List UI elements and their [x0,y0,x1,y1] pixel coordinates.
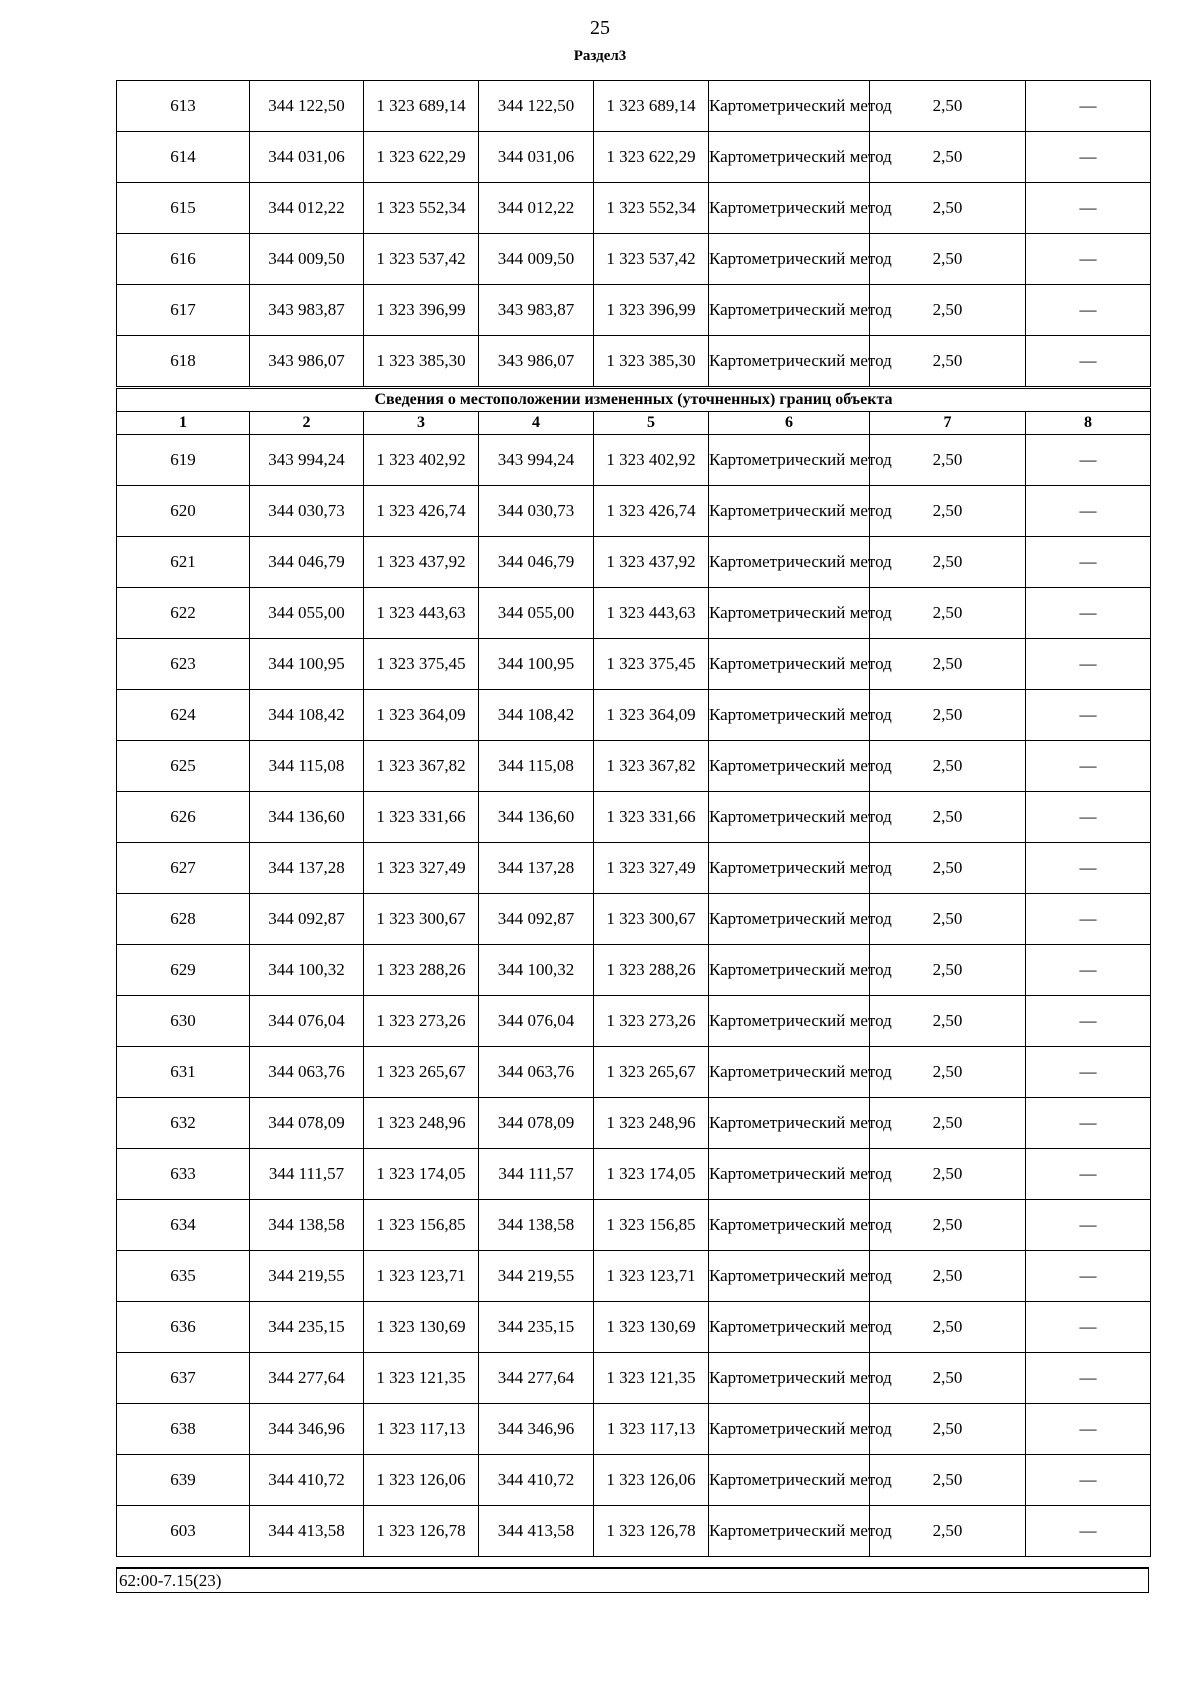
method-cell: Картометрический метод [709,945,870,996]
y-coordinate-cell: 1 323 689,14 [594,81,709,132]
x-coordinate-cell: 344 410,72 [250,1455,364,1506]
table-row [117,537,1151,588]
method-cell: Картометрический метод [709,1098,870,1149]
y-coordinate-cell: 1 323 156,85 [594,1200,709,1251]
y-coordinate-cell: 1 323 402,92 [364,435,479,486]
method-cell: Картометрический метод [709,336,870,388]
y-coordinate-cell: 1 323 375,45 [594,639,709,690]
point-number-cell: 629 [117,945,250,996]
method-cell: Картометрический метод [709,234,870,285]
point-number-cell: 613 [117,81,250,132]
y-coordinate-cell: 1 323 123,71 [594,1251,709,1302]
note-cell: — [1026,285,1151,336]
note-cell: — [1026,1506,1151,1557]
x-coordinate-cell: 344 219,55 [250,1251,364,1302]
point-number-cell: 636 [117,1302,250,1353]
x-coordinate-cell: 344 031,06 [250,132,364,183]
column-number: 1 [117,412,250,435]
y-coordinate-cell: 1 323 327,49 [364,843,479,894]
x-coordinate-cell: 344 136,60 [479,792,594,843]
note-cell: — [1026,588,1151,639]
method-cell: Картометрический метод [709,1302,870,1353]
x-coordinate-cell: 344 009,50 [479,234,594,285]
table-row [117,1302,1151,1353]
point-number-cell: 634 [117,1200,250,1251]
note-cell: — [1026,690,1151,741]
x-coordinate-cell: 344 100,95 [250,639,364,690]
x-coordinate-cell: 344 136,60 [250,792,364,843]
column-number: 2 [250,412,364,435]
x-coordinate-cell: 344 115,08 [479,741,594,792]
y-coordinate-cell: 1 323 552,34 [594,183,709,234]
y-coordinate-cell: 1 323 126,78 [364,1506,479,1557]
table-row [117,894,1151,945]
x-coordinate-cell: 344 235,15 [250,1302,364,1353]
x-coordinate-cell: 344 111,57 [250,1149,364,1200]
y-coordinate-cell: 1 323 367,82 [364,741,479,792]
table-row [117,741,1151,792]
table-row [117,234,1151,285]
y-coordinate-cell: 1 323 265,67 [594,1047,709,1098]
x-coordinate-cell: 344 137,28 [250,843,364,894]
precision-cell: 2,50 [870,336,1026,388]
y-coordinate-cell: 1 323 273,26 [364,996,479,1047]
y-coordinate-cell: 1 323 130,69 [594,1302,709,1353]
note-cell: — [1026,945,1151,996]
x-coordinate-cell: 344 076,04 [250,996,364,1047]
table-row [117,132,1151,183]
note-cell: — [1026,1251,1151,1302]
point-number-cell: 616 [117,234,250,285]
note-cell: — [1026,741,1151,792]
y-coordinate-cell: 1 323 248,96 [364,1098,479,1149]
y-coordinate-cell: 1 323 126,78 [594,1506,709,1557]
point-number-cell: 614 [117,132,250,183]
y-coordinate-cell: 1 323 552,34 [364,183,479,234]
precision-cell: 2,50 [870,945,1026,996]
y-coordinate-cell: 1 323 300,67 [364,894,479,945]
precision-cell: 2,50 [870,639,1026,690]
point-number-cell: 630 [117,996,250,1047]
x-coordinate-cell: 344 122,50 [250,81,364,132]
y-coordinate-cell: 1 323 426,74 [594,486,709,537]
y-coordinate-cell: 1 323 443,63 [594,588,709,639]
x-coordinate-cell: 344 138,58 [250,1200,364,1251]
y-coordinate-cell: 1 323 121,35 [594,1353,709,1404]
precision-cell: 2,50 [870,1098,1026,1149]
y-coordinate-cell: 1 323 537,42 [594,234,709,285]
table-body-top [117,81,1151,388]
x-coordinate-cell: 344 055,00 [479,588,594,639]
x-coordinate-cell: 344 030,73 [479,486,594,537]
point-number-cell: 624 [117,690,250,741]
y-coordinate-cell: 1 323 443,63 [364,588,479,639]
subheader-row [117,388,1151,412]
y-coordinate-cell: 1 323 130,69 [364,1302,479,1353]
note-cell: — [1026,792,1151,843]
coordinates-table [116,80,1151,1557]
precision-cell: 2,50 [870,588,1026,639]
y-coordinate-cell: 1 323 622,29 [364,132,479,183]
note-cell: — [1026,996,1151,1047]
precision-cell: 2,50 [870,537,1026,588]
table-row [117,690,1151,741]
note-cell: — [1026,1404,1151,1455]
method-cell: Картометрический метод [709,690,870,741]
precision-cell: 2,50 [870,894,1026,945]
table-row [117,1251,1151,1302]
y-coordinate-cell: 1 323 426,74 [364,486,479,537]
x-coordinate-cell: 343 994,24 [250,435,364,486]
x-coordinate-cell: 343 986,07 [250,336,364,388]
section-title: Раздел3 [573,48,627,64]
x-coordinate-cell: 344 046,79 [250,537,364,588]
y-coordinate-cell: 1 323 437,92 [594,537,709,588]
precision-cell: 2,50 [870,843,1026,894]
y-coordinate-cell: 1 323 126,06 [594,1455,709,1506]
note-cell: — [1026,1353,1151,1404]
y-coordinate-cell: 1 323 156,85 [364,1200,479,1251]
x-coordinate-cell: 343 986,07 [479,336,594,388]
method-cell: Картометрический метод [709,588,870,639]
table-row [117,1353,1151,1404]
y-coordinate-cell: 1 323 126,06 [364,1455,479,1506]
column-number-row [117,412,1151,435]
precision-cell: 2,50 [870,1404,1026,1455]
point-number-cell: 628 [117,894,250,945]
y-coordinate-cell: 1 323 300,67 [594,894,709,945]
point-number-cell: 639 [117,1455,250,1506]
x-coordinate-cell: 344 092,87 [479,894,594,945]
x-coordinate-cell: 344 100,95 [479,639,594,690]
method-cell: Картометрический метод [709,996,870,1047]
table-row [117,336,1151,388]
precision-cell: 2,50 [870,1200,1026,1251]
point-number-cell: 626 [117,792,250,843]
note-cell: — [1026,336,1151,388]
method-cell: Картометрический метод [709,285,870,336]
y-coordinate-cell: 1 323 117,13 [364,1404,479,1455]
table-row [117,435,1151,486]
note-cell: — [1026,843,1151,894]
x-coordinate-cell: 344 138,58 [479,1200,594,1251]
table-row [117,843,1151,894]
x-coordinate-cell: 344 413,58 [479,1506,594,1557]
table-row [117,1200,1151,1251]
table-row [117,792,1151,843]
table-section-header [117,388,1151,435]
method-cell: Картометрический метод [709,132,870,183]
x-coordinate-cell: 344 100,32 [250,945,364,996]
precision-cell: 2,50 [870,996,1026,1047]
x-coordinate-cell: 344 046,79 [479,537,594,588]
note-cell: — [1026,183,1151,234]
table-row [117,1404,1151,1455]
y-coordinate-cell: 1 323 331,66 [594,792,709,843]
x-coordinate-cell: 344 078,09 [250,1098,364,1149]
note-cell: — [1026,894,1151,945]
table-row [117,945,1151,996]
column-number: 4 [479,412,594,435]
x-coordinate-cell: 344 346,96 [250,1404,364,1455]
point-number-cell: 631 [117,1047,250,1098]
method-cell: Картометрический метод [709,1404,870,1455]
point-number-cell: 623 [117,639,250,690]
point-number-cell: 625 [117,741,250,792]
y-coordinate-cell: 1 323 331,66 [364,792,479,843]
y-coordinate-cell: 1 323 385,30 [364,336,479,388]
note-cell: — [1026,234,1151,285]
point-number-cell: 638 [117,1404,250,1455]
x-coordinate-cell: 344 078,09 [479,1098,594,1149]
x-coordinate-cell: 344 277,64 [479,1353,594,1404]
point-number-cell: 635 [117,1251,250,1302]
table-row [117,183,1151,234]
y-coordinate-cell: 1 323 288,26 [364,945,479,996]
y-coordinate-cell: 1 323 174,05 [364,1149,479,1200]
page-number: 25 [590,17,610,39]
x-coordinate-cell: 344 122,50 [479,81,594,132]
table-row [117,996,1151,1047]
table-row [117,1506,1151,1557]
column-number: 6 [709,412,870,435]
note-cell: — [1026,537,1151,588]
x-coordinate-cell: 343 983,87 [250,285,364,336]
method-cell: Картометрический метод [709,741,870,792]
x-coordinate-cell: 344 115,08 [250,741,364,792]
y-coordinate-cell: 1 323 248,96 [594,1098,709,1149]
point-number-cell: 637 [117,1353,250,1404]
method-cell: Картометрический метод [709,792,870,843]
x-coordinate-cell: 344 235,15 [479,1302,594,1353]
note-cell: — [1026,435,1151,486]
precision-cell: 2,50 [870,1455,1026,1506]
precision-cell: 2,50 [870,435,1026,486]
note-cell: — [1026,1302,1151,1353]
method-cell: Картометрический метод [709,1047,870,1098]
column-number: 8 [1026,412,1151,435]
x-coordinate-cell: 344 137,28 [479,843,594,894]
method-cell: Картометрический метод [709,435,870,486]
y-coordinate-cell: 1 323 117,13 [594,1404,709,1455]
table-row [117,1149,1151,1200]
x-coordinate-cell: 344 063,76 [479,1047,594,1098]
method-cell: Картометрический метод [709,486,870,537]
method-cell: Картометрический метод [709,1353,870,1404]
x-coordinate-cell: 344 277,64 [250,1353,364,1404]
table-row [117,285,1151,336]
table-row [117,1047,1151,1098]
precision-cell: 2,50 [870,1251,1026,1302]
x-coordinate-cell: 344 031,06 [479,132,594,183]
point-number-cell: 603 [117,1506,250,1557]
y-coordinate-cell: 1 323 402,92 [594,435,709,486]
x-coordinate-cell: 343 994,24 [479,435,594,486]
method-cell: Картометрический метод [709,1200,870,1251]
y-coordinate-cell: 1 323 385,30 [594,336,709,388]
method-cell: Картометрический метод [709,1251,870,1302]
x-coordinate-cell: 344 413,58 [250,1506,364,1557]
y-coordinate-cell: 1 323 265,67 [364,1047,479,1098]
precision-cell: 2,50 [870,234,1026,285]
x-coordinate-cell: 344 111,57 [479,1149,594,1200]
column-number: 5 [594,412,709,435]
method-cell: Картометрический метод [709,843,870,894]
point-number-cell: 633 [117,1149,250,1200]
y-coordinate-cell: 1 323 396,99 [594,285,709,336]
x-coordinate-cell: 344 092,87 [250,894,364,945]
point-number-cell: 617 [117,285,250,336]
method-cell: Картометрический метод [709,1506,870,1557]
note-cell: — [1026,1098,1151,1149]
x-coordinate-cell: 344 346,96 [479,1404,594,1455]
method-cell: Картометрический метод [709,81,870,132]
y-coordinate-cell: 1 323 123,71 [364,1251,479,1302]
y-coordinate-cell: 1 323 367,82 [594,741,709,792]
x-coordinate-cell: 344 410,72 [479,1455,594,1506]
note-cell: — [1026,132,1151,183]
point-number-cell: 620 [117,486,250,537]
y-coordinate-cell: 1 323 396,99 [364,285,479,336]
y-coordinate-cell: 1 323 121,35 [364,1353,479,1404]
precision-cell: 2,50 [870,183,1026,234]
method-cell: Картометрический метод [709,1149,870,1200]
note-cell: — [1026,1200,1151,1251]
y-coordinate-cell: 1 323 327,49 [594,843,709,894]
note-cell: — [1026,1149,1151,1200]
document-code: 62:00-7.15(23) [116,1567,1149,1593]
method-cell: Картометрический метод [709,894,870,945]
table-body-bottom [117,435,1151,1557]
x-coordinate-cell: 343 983,87 [479,285,594,336]
x-coordinate-cell: 344 100,32 [479,945,594,996]
y-coordinate-cell: 1 323 437,92 [364,537,479,588]
x-coordinate-cell: 344 219,55 [479,1251,594,1302]
point-number-cell: 627 [117,843,250,894]
y-coordinate-cell: 1 323 288,26 [594,945,709,996]
x-coordinate-cell: 344 012,22 [250,183,364,234]
y-coordinate-cell: 1 323 537,42 [364,234,479,285]
note-cell: — [1026,1455,1151,1506]
y-coordinate-cell: 1 323 174,05 [594,1149,709,1200]
point-number-cell: 615 [117,183,250,234]
x-coordinate-cell: 344 063,76 [250,1047,364,1098]
precision-cell: 2,50 [870,81,1026,132]
precision-cell: 2,50 [870,132,1026,183]
precision-cell: 2,50 [870,1353,1026,1404]
point-number-cell: 632 [117,1098,250,1149]
x-coordinate-cell: 344 108,42 [479,690,594,741]
y-coordinate-cell: 1 323 375,45 [364,639,479,690]
table-row [117,486,1151,537]
point-number-cell: 622 [117,588,250,639]
precision-cell: 2,50 [870,486,1026,537]
note-cell: — [1026,639,1151,690]
column-number: 7 [870,412,1026,435]
note-cell: — [1026,486,1151,537]
precision-cell: 2,50 [870,792,1026,843]
method-cell: Картометрический метод [709,639,870,690]
precision-cell: 2,50 [870,1302,1026,1353]
column-number: 3 [364,412,479,435]
x-coordinate-cell: 344 108,42 [250,690,364,741]
x-coordinate-cell: 344 030,73 [250,486,364,537]
x-coordinate-cell: 344 076,04 [479,996,594,1047]
precision-cell: 2,50 [870,741,1026,792]
x-coordinate-cell: 344 012,22 [479,183,594,234]
y-coordinate-cell: 1 323 364,09 [594,690,709,741]
subheader-cell: Сведения о местоположении измененных (уточненных) границ объекта [117,388,1151,412]
point-number-cell: 618 [117,336,250,388]
method-cell: Картометрический метод [709,183,870,234]
x-coordinate-cell: 344 055,00 [250,588,364,639]
precision-cell: 2,50 [870,285,1026,336]
y-coordinate-cell: 1 323 622,29 [594,132,709,183]
table-row [117,588,1151,639]
y-coordinate-cell: 1 323 364,09 [364,690,479,741]
method-cell: Картометрический метод [709,1455,870,1506]
precision-cell: 2,50 [870,1506,1026,1557]
precision-cell: 2,50 [870,1047,1026,1098]
note-cell: — [1026,1047,1151,1098]
table-row [117,81,1151,132]
table-row [117,1455,1151,1506]
method-cell: Картометрический метод [709,537,870,588]
x-coordinate-cell: 344 009,50 [250,234,364,285]
point-number-cell: 621 [117,537,250,588]
precision-cell: 2,50 [870,690,1026,741]
precision-cell: 2,50 [870,1149,1026,1200]
table-row [117,1098,1151,1149]
note-cell: — [1026,81,1151,132]
point-number-cell: 619 [117,435,250,486]
table-row [117,639,1151,690]
y-coordinate-cell: 1 323 689,14 [364,81,479,132]
y-coordinate-cell: 1 323 273,26 [594,996,709,1047]
